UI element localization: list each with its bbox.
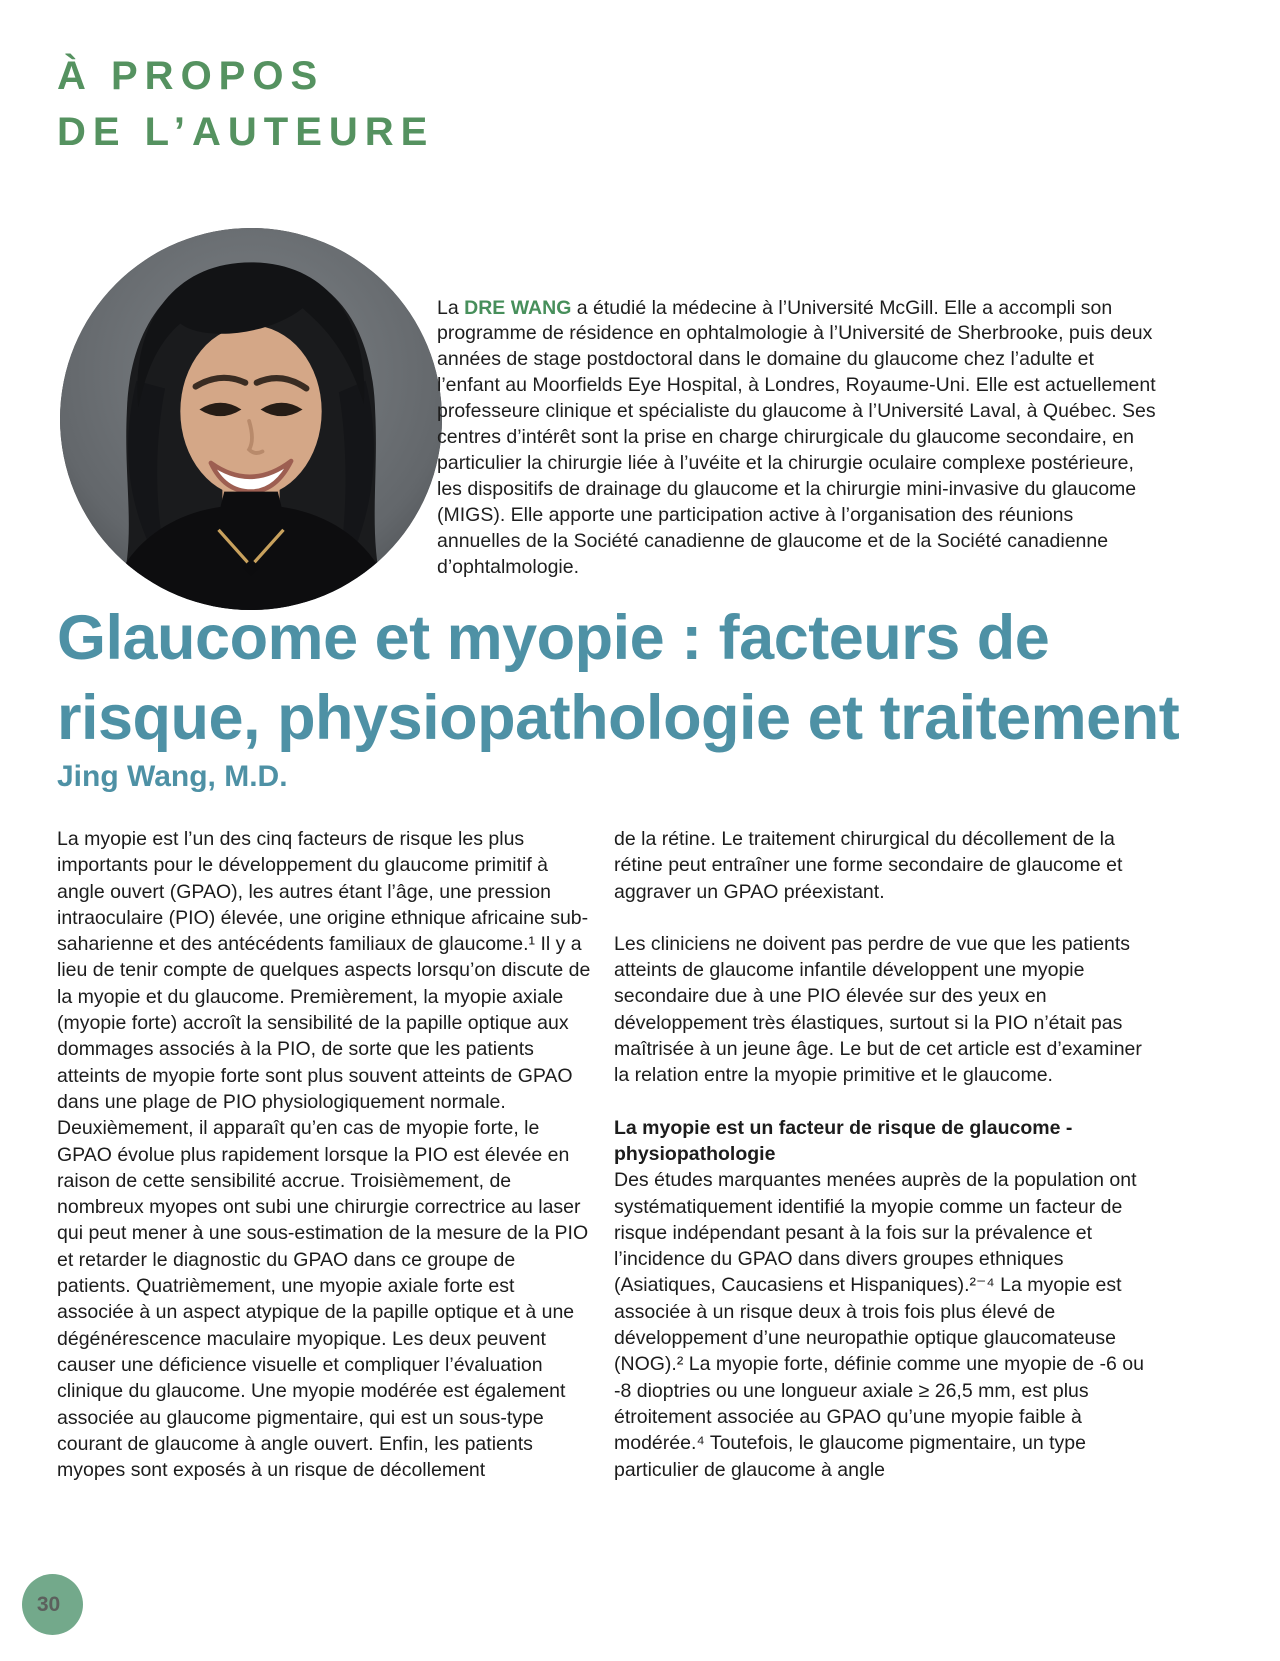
section-label-line1: À PROPOS: [57, 54, 325, 98]
left-column: [57, 826, 593, 1483]
portrait-illustration: [60, 228, 442, 610]
left-column-paragraph: La myopie est l’un des cinq facteurs de risque les plus importants pour le développement du glaucome primitif à angle ouvert (GPAO), les autres étant l’âge, une pression intraoculaire (PIO) élevée, une origine ethnique africaine sub-saharienne et des antécédents familiaux de glaucome.¹ Il y a lieu de tenir compte de quelques aspects lorsqu’on discute de la myopie et du glaucome. Premièrement, la myopie axiale (myopie forte) accroît la sensibilité de la papille optique aux dommages associés à la PIO, de sorte que les patients atteints de myopie forte sont plus souvent atteints de GPAO dans une plage de PIO physiologiquement normale. Deuxièmement, il apparaît qu’en cas de myopie forte, le GPAO évolue plus rapidement lorsque la PIO est élevée en raison de cette sensibilité accrue. Troisièmement, de nombreux myopes ont subi une chirurgie correctrice au laser qui peut mener à une sous-estimation de la mesure de la PIO et retarder le diagnostic du GPAO dans ce groupe de patients. Quatrièmement, une myopie axiale forte est associée à un aspect atypique de la papille optique et à une dégénérescence maculaire myopique. Les deux peuvent causer une déficience visuelle et compliquer l’évaluation clinique du glaucome. Une myopie modérée est également associée au glaucome pigmentaire, qui est un sous-type courant de glaucome à angle ouvert. Enfin, les patients myopes sont exposés à un risque de décollement: [57, 828, 591, 1482]
article-body: [57, 826, 1150, 1483]
page-number: 30: [36, 1592, 61, 1616]
bio-text: a étudié la médecine à l’Université McGill. Elle a accompli son programme de résidence en ophtalmologie à l’Université de Sherbrooke, puis deux années de stage postdoctoral dans le domaine du glaucome chez l’adulte et l’enfant au Moorfields Eye Hospital, à Londres, Royaume-Uni. Elle est actuellement professeure clinique et spécialiste du glaucome à l’Université Laval, à Québec. Ses centres d’intérêt sont la prise en charge chirurgicale du glaucome secondaire, en particulier la chirurgie liée à l’uvéite et la chirurgie oculaire complexe postérieure, les dispositifs de drainage du glaucome et la chirurgie mini-invasive du glaucome (MIGS). Elle apporte une participation active à l’organisation des réunions annuelles de la Société canadienne de glaucome et de la Société canadienne d’ophtalmologie.: [437, 296, 1156, 578]
article-title: [57, 598, 1217, 758]
right-column-paragraph-1: de la rétine. Le traitement chirurgical du décollement de la rétine peut entraîner une forme secondaire de glaucome et aggraver un GPAO préexistant.: [614, 828, 1123, 903]
bio-prefix: La: [437, 296, 465, 319]
author-portrait-photo: [60, 228, 442, 610]
page-number-badge: [22, 1574, 83, 1635]
right-column-subheading: La myopie est un facteur de risque de glaucome - physiopathologie: [614, 1116, 1073, 1165]
author-bio: [437, 296, 1161, 581]
right-column-paragraph-3: Des études marquantes menées auprès de la population ont systématiquement identifié la myopie comme un facteur de risque indépendant pesant à la fois sur la prévalence et l’incidence du GPAO dans divers groupes ethniques (Asiatiques, Caucasiens et Hispaniques).²⁻⁴ La myopie est associée à un risque deux à trois fois plus élevé de développement d’une neuropathie optique glaucomateuse (NOG).² La myopie forte, définie comme une myopie de -6 ou -8 dioptries ou une longueur axiale ≥ 26,5 mm, est plus étroitement associée au GPAO qu’une myopie faible à modérée.⁴ Toutefois, le glaucome pigmentaire, un type particulier de glaucome à angle: [614, 1169, 1144, 1481]
article-title-line2: risque, physiopathologie et traitement: [57, 683, 1180, 753]
bio-author-name: DRE WANG: [464, 296, 572, 319]
article-byline: Jing Wang, M.D.: [57, 760, 288, 793]
right-column: [614, 826, 1150, 1483]
section-label-line2: DE L’AUTEURE: [57, 110, 435, 154]
section-label: [57, 48, 434, 160]
article-title-line1: Glaucome et myopie : facteurs de: [57, 603, 1050, 673]
right-column-paragraph-2: Les cliniciens ne doivent pas perdre de vue que les patients atteints de glaucome infantile développent une myopie secondaire due à une PIO élevée sur des yeux en développement très élastiques, surtout si la PIO n’était pas maîtrisée à un jeune âge. Le but de cet article est d’examiner la relation entre la myopie primitive et le glaucome.: [614, 932, 1142, 1087]
